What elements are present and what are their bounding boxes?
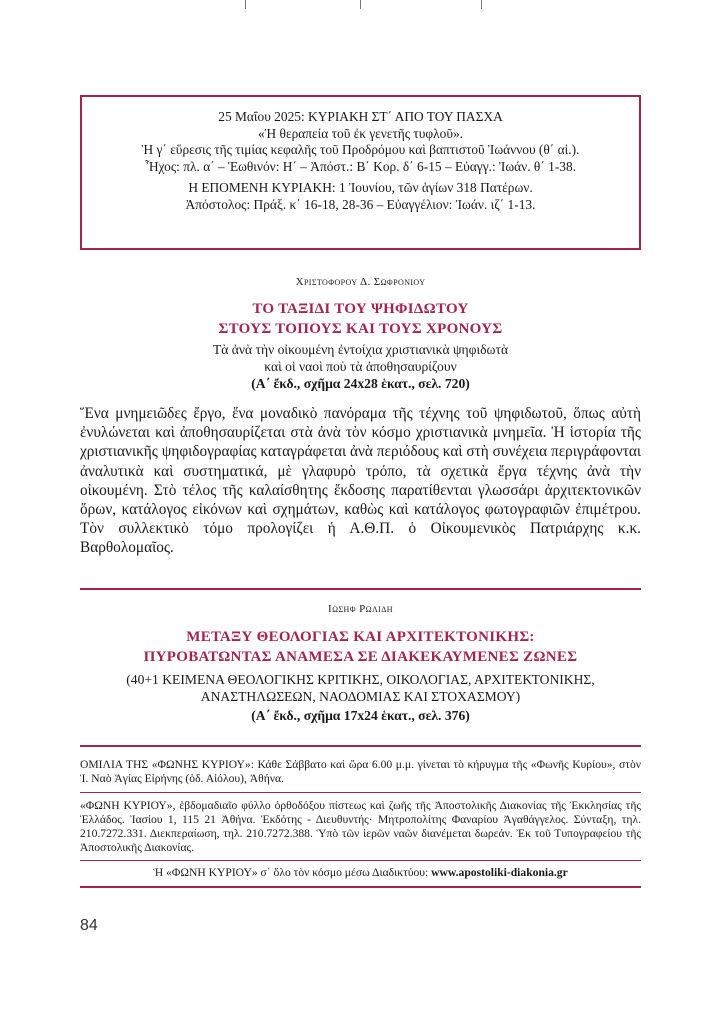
footer-separator-1 — [80, 792, 641, 793]
section-divider — [80, 588, 641, 590]
book1-title-line2: ΣΤΟΥΣ ΤΟΠΟΥΣ ΚΑΙ ΤΟΥΣ ΧΡΟΝΟΥΣ — [218, 321, 503, 337]
liturgical-info-box — [80, 95, 641, 250]
info-readings-line: Ἦχος: πλ. α΄ – Ἑωθινόν: Η΄ – Ἀπόστ.: Β΄ Κορ. δ΄ 6-15 – Εὐαγγ.: Ἰωάν. θ΄ 1-38. — [144, 158, 577, 174]
publisher-notice-lead: «ΦΩΝΗ ΚΥΡΙΟΥ», — [80, 799, 176, 812]
info-next-sunday-line: Η ΕΠΟΜΕΝΗ ΚΥΡΙΑΚΗ: 1 Ἰουνίου, τῶν ἁγίων 318 Πατέρων. — [188, 180, 533, 195]
crop-mark-left — [245, 0, 246, 9]
book2-subtitle-line1: (40+1 ΚΕΙΜΕΝΑ ΘΕΟΛΟΓΙΚΗΣ ΚΡΙΤΙΚΗΣ, ΟΙΚΟΛΟΓΙΑΣ, ΑΡΧΙΤΕΚΤΟΝΙΚΗΣ, — [126, 672, 595, 687]
book1-edition: (Α΄ ἔκδ., σχῆμα 24x28 ἑκατ., σελ. 720) — [251, 376, 470, 391]
website-line-text: Ἡ «ΦΩΝΗ ΚΥΡΙΟΥ» σ΄ ὅλο τὸν κόσμο μέσω Διαδικτύου: — [153, 866, 429, 879]
book2-subtitle-line2: ΑΝΑΣΤΗΛΩΣΕΩΝ, ΝΑΟΔΟΜΙΑΣ ΚΑΙ ΣΤΟΧΑΣΜΟΥ) — [200, 689, 521, 704]
info-date-line: 25 Μαΐου 2025: ΚΥΡΙΑΚΗ ΣΤ΄ ΑΠΟ ΤΟΥ ΠΑΣΧΑ — [218, 109, 503, 124]
homily-notice — [80, 758, 641, 786]
book2-title-line1: ΜΕΤΑΞΥ ΘΕΟΛΟΓΙΑΣ ΚΑΙ ΑΡΧΙΤΕΚΤΟΝΙΚΗΣ: — [186, 629, 535, 645]
book1-description: Ἕνα μνημειῶδες ἔργο, ἕνα μοναδικὸ πανόραμα τῆς τέχνης τοῦ ψηφιδωτοῦ, ὅπως αὐτὴ ἐνυλώνεται καὶ ἀποθησαυρίζεται στὰ ἀνὰ τὸν κόσμο χριστιανικὰ μνημεῖα. Ἡ ἱστορία τῆς χριστιανικῆς ψηφιδογραφίας καταγράφεται ἀνὰ περιόδους καὶ στὴ συνέχεια περιγράφονται ἀναλυτικὰ καὶ συστηματικά, μὲ γλαφυρὸ τρόπο, τὰ σχετικὰ ἔργα τέχνης ἀνὰ τὴν οἰκουμένη. Στὸ τέλος τῆς καλαίσθητης ἔκδοσης παρατίθενται γλωσσάρι ἀρχιτεκτονικῶν ὅρων, κατάλογος εἰκόνων καὶ σχημάτων, καθὼς καὶ κατάλογος φωτογραφιῶν ἐπιμέτρου. Τὸν συλλεκτικὸ τόμο προλογίζει ἡ Α.Θ.Π. ὁ Οἰκουμενικὸς Πατριάρχης κ.κ. Βαρθολομαῖος. — [80, 405, 641, 557]
page-number: 84 — [80, 917, 98, 934]
footer-separator-2 — [80, 860, 641, 861]
info-commemoration-line: Ἡ γ΄ εὕρεσις τῆς τιμίας κεφαλῆς τοῦ Προδρόμου καὶ βαπτιστοῦ Ἰωάννου (θ΄ αἰ.). — [141, 142, 580, 157]
book1-subtitle-line2: καὶ οἱ ναοὶ ποὺ τὰ ἀποθησαυρίζουν — [264, 359, 457, 374]
publisher-notice-text: ἑβδομαδιαῖο φύλλο ὀρθοδόξου πίστεως καὶ ζωῆς τῆς Ἀποστολικῆς Διακονίας τῆς Ἐκκλησίας τῆς Ἑλλάδος. Ἰασίου 1, 115 21 Ἀθήνα. Ἐκδότης - Διευθυντής· Μητροπολίτης Φαναρίου Ἀγαθάγγελος. Σύνταξη, τηλ. 210.7272.331. Διεκπεραίωση, τηλ. 210.7272.388. Ὑπὸ τῶν ἱερῶν ναῶν διανέμεται δωρεάν. Ἐκ τοῦ Τυπογραφείου τῆς Ἀποστολικῆς Διακονίας. — [80, 799, 641, 854]
footer-top-rule — [80, 745, 641, 747]
publisher-notice — [80, 799, 641, 855]
website-url[interactable]: www.apostoliki-diakonia.gr — [431, 866, 568, 879]
website-line — [80, 866, 641, 879]
crop-mark-right — [481, 0, 482, 9]
info-feast-line: «Ἡ θεραπεία τοῦ ἐκ γενετῆς τυφλοῦ». — [257, 125, 464, 141]
book1-title-line1: ΤΟ ΤΑΞΙΔΙ ΤΟΥ ΨΗΦΙΔΩΤΟΥ — [252, 301, 469, 317]
book1-author: Χριστοφορου Δ. Σωφρονιου — [295, 276, 426, 288]
book1-subtitle-line1: Τὰ ἀνὰ τὴν οἰκουμένη ἐντοίχια χριστιανικὰ ψηφιδωτὰ — [212, 342, 509, 357]
homily-notice-text: Κάθε Σάββατο καὶ ὥρα 6.00 μ.μ. γίνεται τὸ κήρυγμα τῆς «Φωνῆς Κυρίου», στὸν Ἱ. Ναὸ Ἁγίας Εἰρήνης (ὁδ. Αἰόλου), Ἀθήνα. — [80, 758, 641, 785]
footer-bottom-rule — [80, 886, 641, 888]
book2-edition: (Α΄ ἔκδ., σχῆμα 17x24 ἑκατ., σελ. 376) — [251, 708, 470, 723]
book2-title-line2: ΠΥΡΟΒΑΤΩΝΤΑΣ ΑΝΑΜΕΣΑ ΣΕ ΔΙΑΚΕΚΑΥΜΕΝΕΣ ΖΩΝΕΣ — [143, 649, 578, 665]
crop-mark-center — [360, 0, 361, 9]
info-next-readings-line: Ἀπόστολος: Πράξ. κ΄ 16-18, 28-36 – Εὐαγγέλιον: Ἰωάν. ιζ΄ 1-13. — [185, 196, 536, 212]
homily-notice-lead: ΟΜΙΛΙΑ ΤΗΣ «ΦΩΝΗΣ ΚΥΡΙΟΥ»: — [80, 758, 254, 771]
book2-author: Ιωσηφ Ρωλιδη — [328, 603, 393, 615]
